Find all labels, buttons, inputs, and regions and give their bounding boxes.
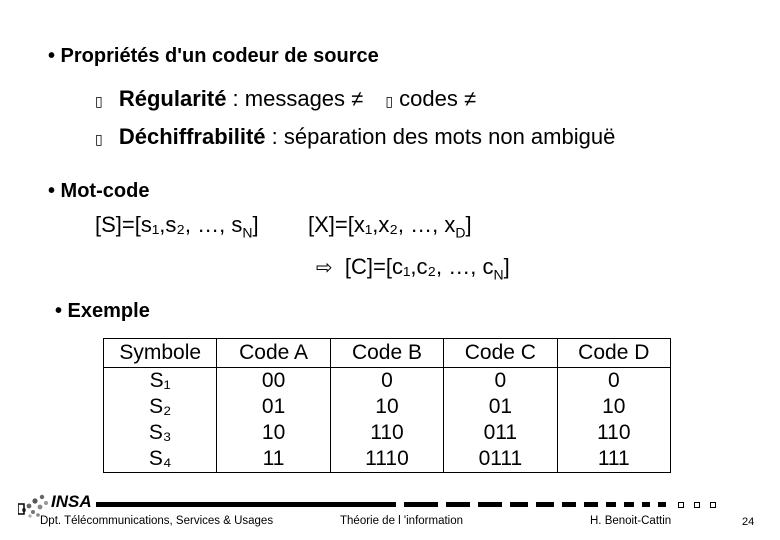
table-row [104,368,671,473]
footer-rule [678,502,684,508]
cell: S₄ [148,447,172,470]
cell: 0 [607,369,620,392]
cell: 00 [261,369,286,392]
footer-rule [446,502,470,507]
arrow-icon: ⇨ [316,255,333,279]
c-def-end: ] [503,254,510,279]
cell: 10 [602,395,626,418]
cell: 1110 [365,447,409,470]
logo-text: INSA [51,492,92,511]
cell: 111 [597,447,630,470]
footer-rule [658,502,666,507]
bullet-icon: ▯ [95,132,103,148]
text-dechiffrabilite: : séparation des mots non ambiguë [265,124,616,149]
cell: 10 [375,395,399,418]
term-dechiffrabilite: Déchiffrabilité [118,124,266,149]
footer-rule [624,502,634,507]
page-number: 24 [742,516,755,528]
x-definition [308,212,472,240]
footer-rule [584,502,598,507]
term-regularite: Régularité [118,86,227,111]
cell: 01 [488,395,513,418]
header-code-b: Code B [330,339,443,368]
x-def-sub: D [455,224,466,241]
column-code-b [330,368,443,473]
table-header-row [104,339,671,368]
footer-rule [510,502,528,507]
bullet-icon: ▯ [385,94,394,110]
cell: 110 [370,421,404,444]
s-def-end: ] [252,212,259,237]
footer-rule [642,502,650,507]
cell: S₁ [149,369,171,392]
footer-rule [96,502,396,507]
cell: S₃ [148,421,172,444]
footer-rule [694,502,700,508]
line-dechiffrabilite [95,124,615,150]
cell: 10 [261,421,286,444]
cell: 11 [262,447,285,470]
column-code-c [444,368,557,473]
footer-rule [404,502,438,507]
heading-proprietes: • Propriétés d'un codeur de source [48,45,379,67]
cell: 110 [597,421,631,444]
column-symbole [104,368,217,473]
footer-course: Théorie de l 'information [340,515,464,527]
footer-rule [562,502,576,507]
footer-rule [478,502,502,507]
header-code-a: Code A [217,339,330,368]
cell: 011 [483,421,518,444]
footer-department: Dpt. Télécommunications, Services & Usages [40,515,274,527]
column-code-a [217,368,330,473]
bullet-icon: ▯ [95,94,103,110]
cell: 0 [381,369,393,392]
column-code-d [557,368,670,473]
footer-rule [710,502,716,508]
footer-rule [536,502,554,507]
cell: 01 [261,395,286,418]
heading-exemple: • Exemple [55,300,150,322]
cell: S₂ [149,395,172,418]
s-def-sub: N [242,224,253,241]
c-def-text: [C]=[c₁,c₂, …, c [344,254,494,279]
code-table [103,338,671,473]
line-regularite [95,86,476,112]
s-definition [95,212,259,240]
x-def-text: [X]=[x₁,x₂, …, x [308,212,456,237]
c-def-sub: N [493,266,504,283]
text-regularite-2: codes ≠ [393,86,477,111]
heading-mot-code: • Mot-code [48,180,150,202]
footer-rule [606,502,616,507]
header-code-c: Code C [444,339,557,368]
x-def-end: ] [465,212,472,237]
cell: 0111 [478,447,523,470]
header-code-d: Code D [557,339,670,368]
s-def-text: [S]=[s₁,s₂, …, s [95,212,243,237]
cell: 0 [494,369,507,392]
footer-author: H. Benoit-Cattin [590,515,672,527]
text-regularite: : messages ≠ [226,86,370,111]
header-symbole: Symbole [104,339,217,368]
c-definition [316,254,510,282]
